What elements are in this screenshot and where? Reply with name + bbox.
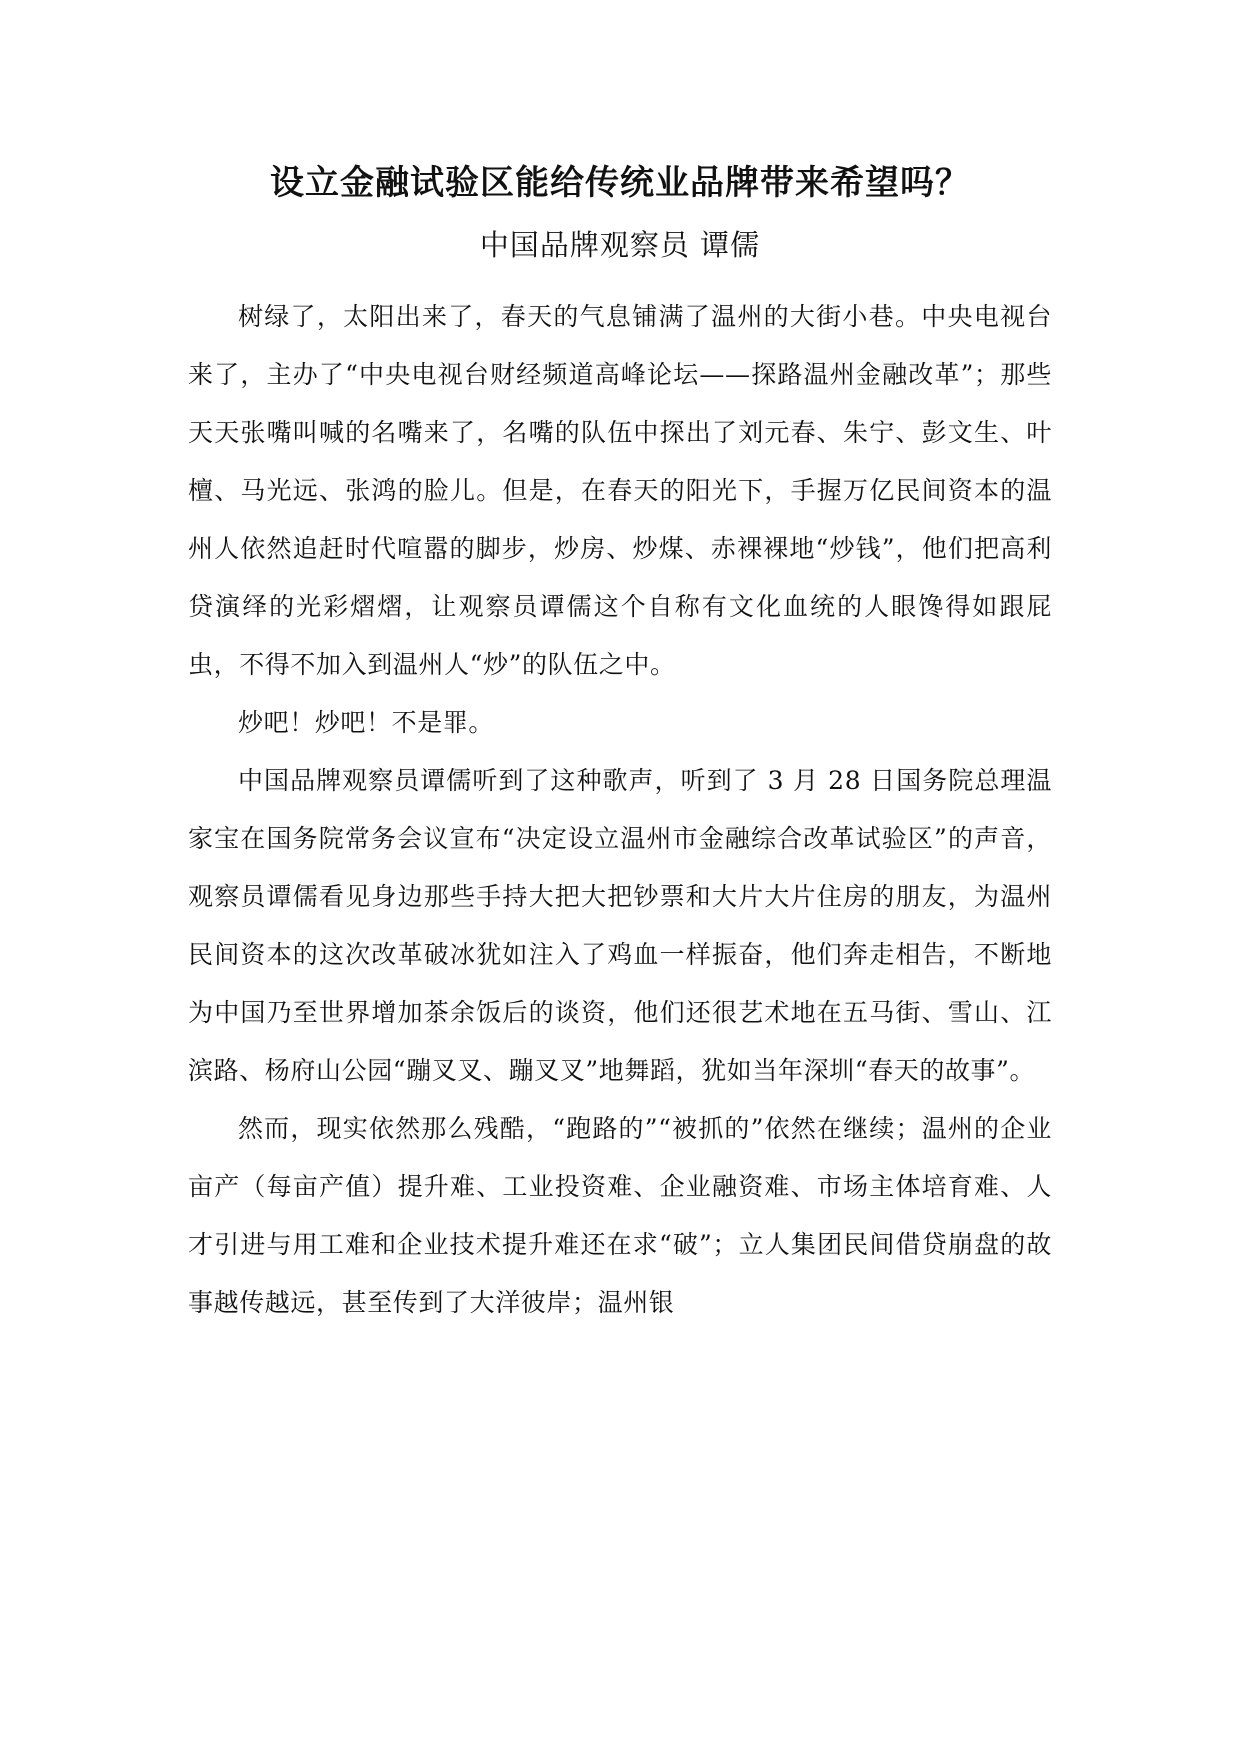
paragraph: 树绿了，太阳出来了，春天的气息铺满了温州的大街小巷。中央电视台来了，主办了“中央电视台财经频道高峰论坛——探路温州金融改革”；那些天天张嘴叫喊的名嘴来了，名嘴的队伍中探出了刘元春、朱宁、彭文生、叶檀、马光远、张鸿的脸儿。但是，在春天的阳光下，手握万亿民间资本的温州人依然追赶时代喧嚣的脚步，炒房、炒煤、赤裸裸地“炒钱”，他们把高利贷演绎的光彩熠熠，让观察员谭儒这个自称有文化血统的人眼馋得如跟屁虫，不得不加入到温州人“炒”的队伍之中。 — [188, 302, 1052, 679]
paragraph: 炒吧！炒吧！不是罪。 — [238, 708, 495, 737]
article-byline: 中国品牌观察员 谭儒 — [479, 228, 761, 262]
paragraph: 中国品牌观察员谭儒听到了这种歌声，听到了 3 月 28 日国务院总理温家宝在国务院常务会议宣布“决定设立温州市金融综合改革试验区”的声音，观察员谭儒看见身边那些手持大把大把钞票和大片大片住房的朋友，为温州民间资本的这次改革破冰犹如注入了鸡血一样振奋，他们奔走相告，不断地为中国乃至世界增加茶余饭后的谈资，他们还很艺术地在五马街、雪山、江滨路、杨府山公园“蹦叉叉、蹦叉叉”地舞蹈，犹如当年深圳“春天的故事”。 — [188, 766, 1052, 1085]
article-body — [188, 288, 1052, 1332]
paragraph: 然而，现实依然那么残酷，“跑路的”“被抓的”依然在继续；温州的企业亩产（每亩产值）提升难、工业投资难、企业融资难、市场主体培育难、人才引进与用工难和企业技术提升难还在求“破”；立人集团民间借贷崩盘的故事越传越远，甚至传到了大洋彼岸；温州银 — [188, 1114, 1052, 1317]
article-title: 设立金融试验区能给传统业品牌带来希望吗？ — [270, 163, 970, 203]
